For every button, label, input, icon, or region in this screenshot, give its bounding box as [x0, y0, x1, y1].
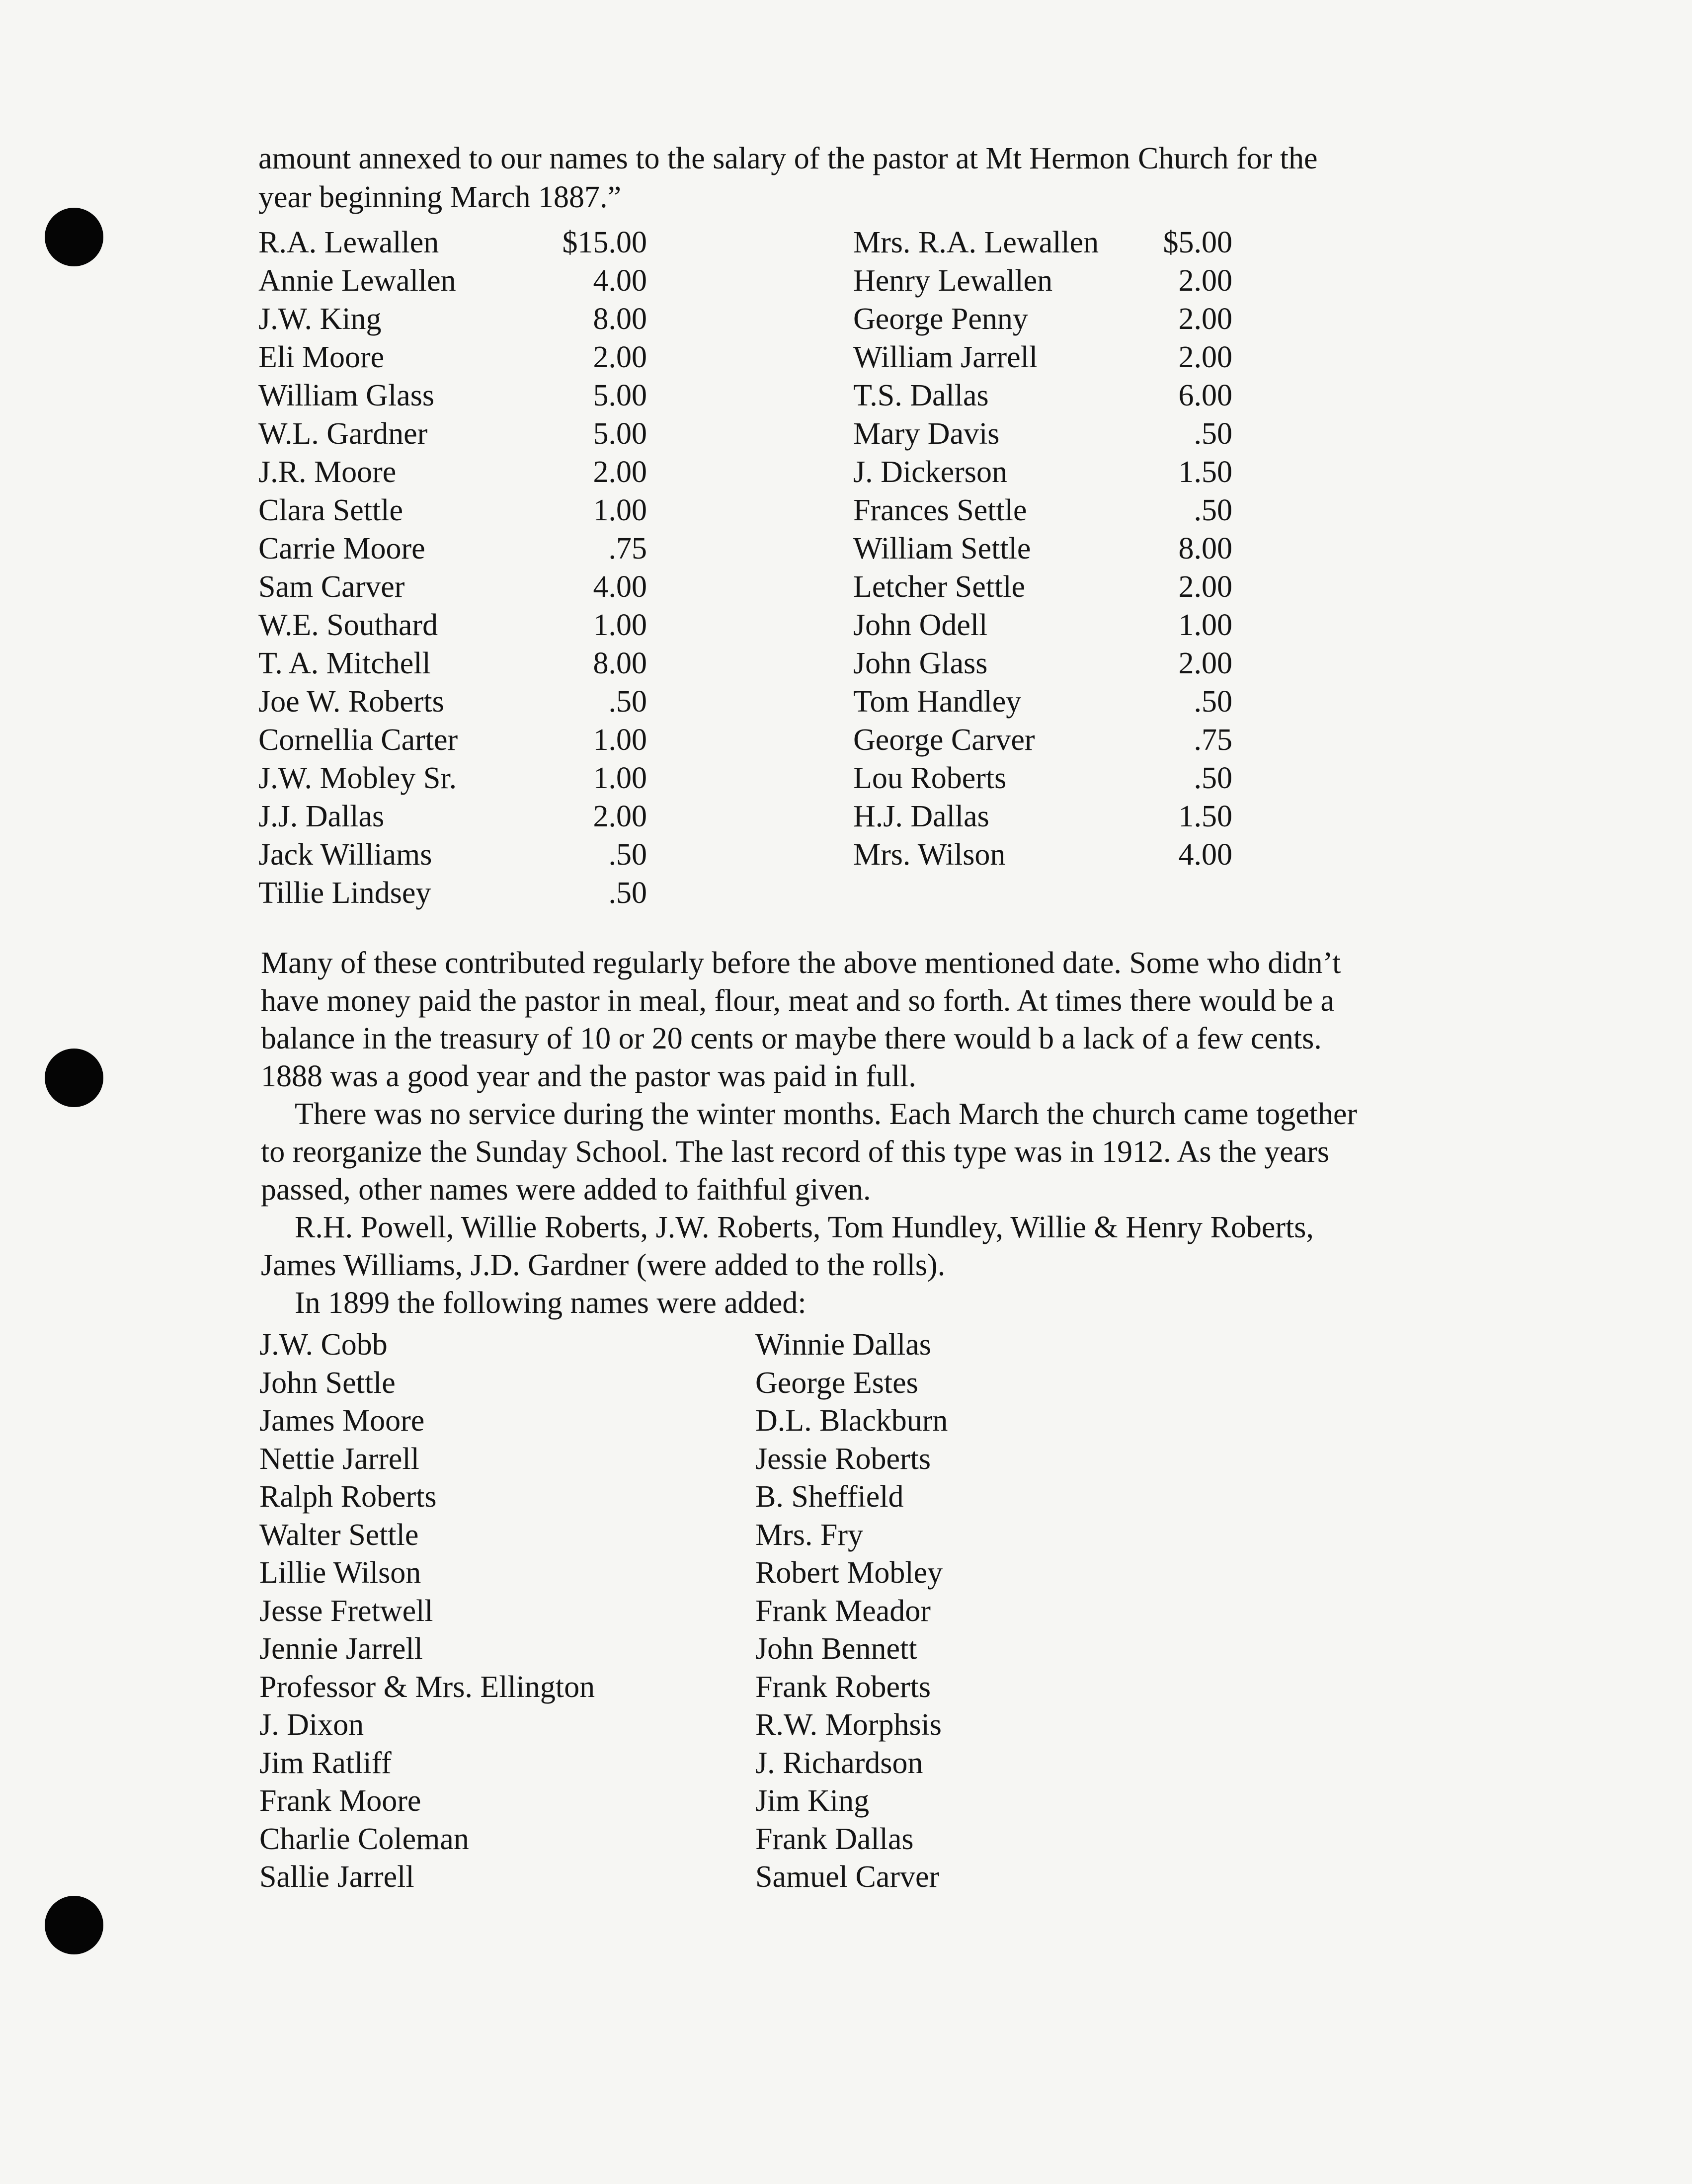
- contribution-amount: $5.00: [1163, 226, 1232, 259]
- contribution-row: [258, 530, 647, 568]
- contribution-amount: .50: [1194, 685, 1232, 719]
- contributor-name: R.A. Lewallen: [258, 226, 439, 259]
- added-name: Ralph Roberts: [259, 1480, 437, 1514]
- contribution-row: [853, 683, 1232, 721]
- contribution-amount: .50: [1194, 417, 1232, 451]
- intro-text: [258, 139, 1318, 217]
- contribution-amount: 8.00: [593, 302, 647, 336]
- contributor-name: W.E. Southard: [258, 608, 438, 642]
- contributor-name: Mary Davis: [853, 417, 1000, 451]
- added-name: Samuel Carver: [755, 1860, 940, 1894]
- contribution-row: [258, 491, 647, 530]
- contribution-row: [853, 300, 1232, 338]
- contribution-row: [258, 721, 647, 759]
- contribution-amount: 2.00: [1178, 302, 1232, 336]
- added-name: Frank Meador: [755, 1594, 931, 1628]
- contribution-row: [853, 377, 1232, 415]
- added-name: Charlie Coleman: [259, 1822, 469, 1856]
- contribution-amount: 1.00: [593, 723, 647, 757]
- paragraph-line: 1888 was a good year and the pastor was paid in full.: [261, 1059, 916, 1093]
- added-name: Walter Settle: [259, 1518, 419, 1552]
- contribution-amount: 2.00: [1178, 264, 1232, 298]
- contribution-amount: 2.00: [593, 800, 647, 833]
- contributor-name: John Odell: [853, 608, 988, 642]
- contributor-name: William Glass: [258, 379, 434, 412]
- contribution-row: [258, 224, 647, 262]
- contribution-amount: 8.00: [593, 647, 647, 680]
- added-name: George Estes: [755, 1366, 918, 1400]
- contribution-row: [258, 759, 647, 798]
- added-name: Jessie Roberts: [755, 1442, 931, 1476]
- contributor-name: Carrie Moore: [258, 532, 425, 566]
- contributor-name: J. Dickerson: [853, 455, 1007, 489]
- added-name: Jim King: [755, 1784, 870, 1818]
- added-name: B. Sheffield: [755, 1480, 904, 1514]
- contribution-row: [258, 836, 647, 874]
- paragraph-line: There was no service during the winter months. Each March the church came together: [295, 1097, 1358, 1131]
- contribution-row: [258, 568, 647, 606]
- added-name: James Moore: [259, 1404, 425, 1438]
- contribution-amount: $15.00: [562, 226, 647, 259]
- contributor-name: J.J. Dallas: [258, 800, 385, 833]
- contribution-amount: 8.00: [1178, 532, 1232, 566]
- contribution-amount: 5.00: [593, 417, 647, 451]
- contribution-row: [258, 645, 647, 683]
- contribution-row: [258, 377, 647, 415]
- added-name: Lillie Wilson: [259, 1556, 421, 1590]
- added-name: Jim Ratliff: [259, 1746, 392, 1780]
- contributor-name: Clara Settle: [258, 493, 403, 527]
- contribution-row: [853, 491, 1232, 530]
- punch-hole-bottom: [45, 1896, 103, 1954]
- contributor-name: J.W. Mobley Sr.: [258, 761, 457, 795]
- contributor-name: W.L. Gardner: [258, 417, 428, 451]
- contribution-row: [853, 415, 1232, 453]
- contributor-name: Mrs. Wilson: [853, 838, 1006, 872]
- contribution-row: [258, 415, 647, 453]
- contributor-name: Lou Roberts: [853, 761, 1007, 795]
- contribution-amount: 4.00: [593, 570, 647, 604]
- contributor-name: Henry Lewallen: [853, 264, 1053, 298]
- added-name: Jennie Jarrell: [259, 1632, 423, 1666]
- contribution-amount: 4.00: [593, 264, 647, 298]
- contribution-row: [853, 721, 1232, 759]
- added-name: Frank Moore: [259, 1784, 421, 1818]
- added-name: Jesse Fretwell: [259, 1594, 433, 1628]
- contribution-row: [853, 262, 1232, 300]
- added-names-left-column: [259, 1326, 595, 1896]
- added-name: Professor & Mrs. Ellington: [259, 1670, 595, 1704]
- contribution-amount: .50: [1194, 761, 1232, 795]
- added-name: Frank Roberts: [755, 1670, 931, 1704]
- intro-line: amount annexed to our names to the salary of the pastor at Mt Hermon Church for the: [258, 142, 1318, 175]
- contribution-row: [258, 798, 647, 836]
- contributor-name: Tom Handley: [853, 685, 1022, 719]
- contribution-amount: .50: [1194, 493, 1232, 527]
- added-name: J. Richardson: [755, 1746, 923, 1780]
- contributor-name: John Glass: [853, 647, 988, 680]
- punch-hole-middle: [45, 1049, 103, 1107]
- contributions-right-column: [853, 224, 1232, 874]
- contribution-amount: .75: [1194, 723, 1232, 757]
- contribution-row: [258, 300, 647, 338]
- contribution-amount: 2.00: [1178, 647, 1232, 680]
- contributor-name: J.R. Moore: [258, 455, 397, 489]
- contribution-row: [258, 874, 647, 912]
- punch-hole-top: [45, 208, 103, 266]
- paragraph-line: balance in the treasury of 10 or 20 cents or maybe there would b a lack of a few cents.: [261, 1022, 1322, 1055]
- contribution-amount: 2.00: [593, 340, 647, 374]
- added-name: J.W. Cobb: [259, 1328, 388, 1362]
- added-name: Frank Dallas: [755, 1822, 914, 1856]
- contributor-name: Mrs. R.A. Lewallen: [853, 226, 1099, 259]
- contributor-name: Joe W. Roberts: [258, 685, 444, 719]
- contribution-row: [853, 836, 1232, 874]
- contribution-row: [258, 683, 647, 721]
- contribution-row: [853, 645, 1232, 683]
- contribution-amount: 4.00: [1178, 838, 1232, 872]
- contribution-amount: 1.00: [593, 493, 647, 527]
- contributor-name: Frances Settle: [853, 493, 1027, 527]
- contribution-amount: 5.00: [593, 379, 647, 412]
- contribution-row: [853, 759, 1232, 798]
- contribution-row: [853, 606, 1232, 645]
- contributor-name: William Jarrell: [853, 340, 1038, 374]
- contributor-name: Annie Lewallen: [258, 264, 456, 298]
- intro-line: year beginning March 1887.”: [258, 180, 621, 214]
- body-paragraphs: [261, 944, 1357, 1322]
- paragraph-line: R.H. Powell, Willie Roberts, J.W. Roberts, Tom Hundley, Willie & Henry Roberts,: [295, 1211, 1314, 1244]
- added-name: Robert Mobley: [755, 1556, 943, 1590]
- contribution-amount: 1.00: [593, 761, 647, 795]
- contribution-row: [853, 568, 1232, 606]
- contribution-row: [258, 606, 647, 645]
- contributor-name: George Penny: [853, 302, 1028, 336]
- contributions-left-column: [258, 224, 647, 912]
- contributor-name: Letcher Settle: [853, 570, 1025, 604]
- contributor-name: T. A. Mitchell: [258, 647, 431, 680]
- added-name: R.W. Morphsis: [755, 1708, 942, 1742]
- added-name: Winnie Dallas: [755, 1328, 931, 1362]
- contributor-name: Cornellia Carter: [258, 723, 458, 757]
- contribution-row: [853, 453, 1232, 491]
- added-name: Sallie Jarrell: [259, 1860, 414, 1894]
- contribution-row: [853, 338, 1232, 377]
- contributor-name: H.J. Dallas: [853, 800, 989, 833]
- contributor-name: T.S. Dallas: [853, 379, 989, 412]
- paragraph-line: James Williams, J.D. Gardner (were added to the rolls).: [261, 1248, 946, 1282]
- contribution-row: [258, 338, 647, 377]
- contribution-amount: 2.00: [593, 455, 647, 489]
- paragraph-line: have money paid the pastor in meal, flour, meat and so forth. At times there would be a: [261, 984, 1335, 1018]
- contribution-amount: .75: [608, 532, 647, 566]
- contributor-name: J.W. King: [258, 302, 382, 336]
- paragraph-line: passed, other names were added to faithful given.: [261, 1173, 871, 1207]
- contribution-amount: 1.00: [1178, 608, 1232, 642]
- contributor-name: George Carver: [853, 723, 1035, 757]
- added-name: John Bennett: [755, 1632, 917, 1666]
- contributor-name: William Settle: [853, 532, 1031, 566]
- paragraph-line: Many of these contributed regularly before the above mentioned date. Some who didn’t: [261, 946, 1341, 980]
- contribution-amount: .50: [608, 838, 647, 872]
- contribution-amount: .50: [608, 876, 647, 910]
- contribution-amount: 2.00: [1178, 570, 1232, 604]
- contribution-amount: 1.50: [1178, 455, 1232, 489]
- added-name: D.L. Blackburn: [755, 1404, 948, 1438]
- contributor-name: Eli Moore: [258, 340, 385, 374]
- contribution-amount: 6.00: [1178, 379, 1232, 412]
- contribution-amount: 2.00: [1178, 340, 1232, 374]
- contribution-row: [853, 224, 1232, 262]
- contribution-amount: .50: [608, 685, 647, 719]
- added-name: Mrs. Fry: [755, 1518, 864, 1552]
- contribution-row: [258, 262, 647, 300]
- contribution-row: [853, 530, 1232, 568]
- paragraph-line: to reorganize the Sunday School. The last record of this type was in 1912. As the years: [261, 1135, 1330, 1169]
- added-name: Nettie Jarrell: [259, 1442, 419, 1476]
- paragraph-line: In 1899 the following names were added:: [295, 1286, 806, 1320]
- contribution-amount: 1.50: [1178, 800, 1232, 833]
- contribution-row: [853, 798, 1232, 836]
- added-name: John Settle: [259, 1366, 396, 1400]
- contributor-name: Jack Williams: [258, 838, 432, 872]
- contribution-row: [258, 453, 647, 491]
- added-names-right-column: [755, 1326, 948, 1896]
- contributor-name: Tillie Lindsey: [258, 876, 431, 910]
- contribution-amount: 1.00: [593, 608, 647, 642]
- added-name: J. Dixon: [259, 1708, 364, 1742]
- contributor-name: Sam Carver: [258, 570, 405, 604]
